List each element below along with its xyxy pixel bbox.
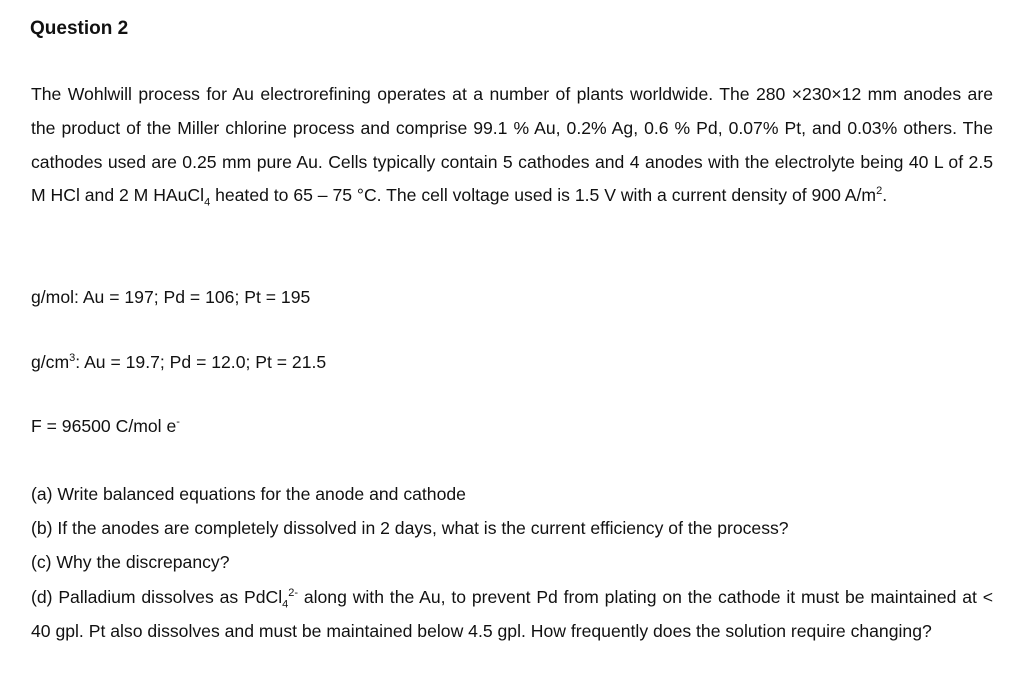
molar-mass-line: g/mol: Au = 197; Pd = 106; Pt = 195 (31, 287, 311, 307)
statement-part-2: heated to 65 – 75 °C. The cell voltage used is 1.5 V with a current density of 900 A/m (210, 185, 877, 206)
statement-part-1: The Wohlwill process for Au electrorefining operates at a number of plants worldwide. The 280 ×230×12 mm anodes are the product of the Miller chlorine process and comprise 99.1 % Au, 0.2% Ag, 0.6 % Pd, 0.07% Pt, and 0.03% others. The cathodes used are 0.25 mm pure Au. Cells typically contain 5 cathodes and 4 anodes with the electrolyte being 40 L of 2.5 M HCl and 2 M HAuCl (31, 84, 993, 206)
part-d (31, 580, 993, 648)
subscript-4: 4 (204, 196, 211, 209)
part-d-start: (d) Palladium dissolves as PdCl (31, 586, 283, 607)
density-line (31, 352, 326, 373)
density-unit: g/cm (31, 352, 70, 372)
part-c: (c) Why the discrepancy? (31, 552, 230, 573)
pdcl-subscript: 4 (282, 598, 289, 611)
part-d-rest: along with the Au, to prevent Pd from plating on the cathode it must be maintained at < 40 gpl. Pt also dissolves and must be maintained below 4.5 gpl. How frequently does the solution require changing? (31, 586, 993, 641)
part-a: (a) Write balanced equations for the anode and cathode (31, 484, 466, 504)
electron-charge-superscript: - (176, 416, 180, 429)
question-title: Question 2 (30, 18, 129, 39)
part-b: (b) If the anodes are completely dissolved in 2 days, what is the current efficiency of the process? (31, 518, 789, 539)
density-unit-exponent: 3 (69, 352, 76, 365)
faraday-text: F = 96500 C/mol e (31, 416, 177, 436)
statement-part-3: . (882, 185, 888, 206)
problem-statement (31, 78, 993, 213)
density-values: : Au = 19.7; Pd = 12.0; Pt = 21.5 (75, 352, 327, 372)
pdcl-charge: 2- (288, 586, 299, 599)
superscript-2: 2 (876, 185, 883, 198)
question-parts-list (31, 477, 993, 648)
faraday-constant-line (31, 416, 180, 437)
